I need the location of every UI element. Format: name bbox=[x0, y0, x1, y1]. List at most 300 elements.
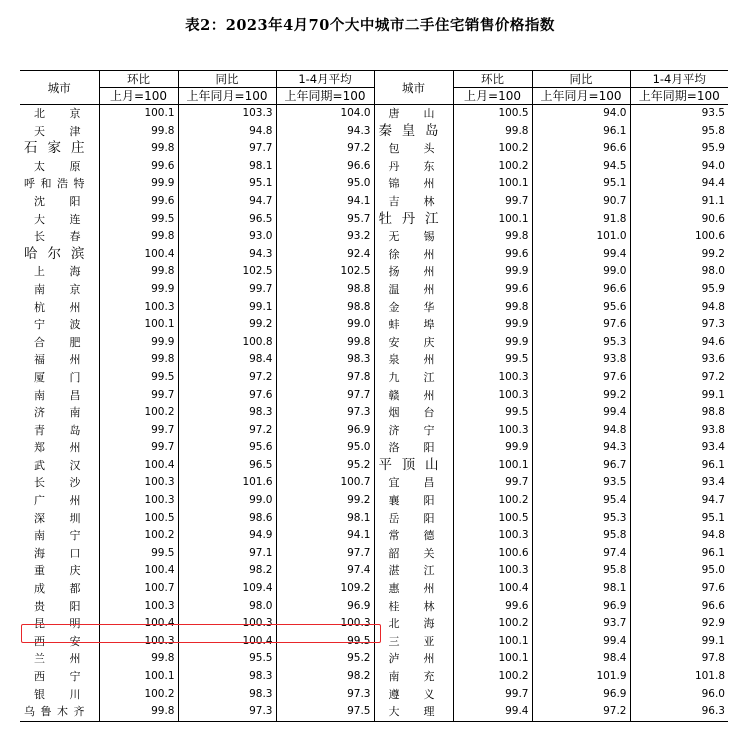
avg-value: 99.1 bbox=[630, 387, 728, 405]
table-row bbox=[20, 351, 728, 369]
city-name: 吉林 bbox=[374, 193, 453, 211]
table-row bbox=[20, 457, 728, 475]
city-name: 乌鲁木齐 bbox=[24, 705, 85, 719]
yoy-value: 95.8 bbox=[532, 562, 630, 580]
yoy-value: 101.6 bbox=[178, 474, 276, 492]
city-name: 唐山 bbox=[374, 105, 453, 123]
yoy-value: 95.1 bbox=[532, 175, 630, 193]
avg-value: 93.4 bbox=[630, 439, 728, 457]
city-name: 重庆 bbox=[34, 564, 81, 578]
table-row bbox=[20, 158, 728, 176]
table-row bbox=[20, 474, 728, 492]
mom-value: 99.7 bbox=[453, 686, 532, 704]
yoy-value: 97.4 bbox=[532, 545, 630, 563]
yoy-value: 95.1 bbox=[178, 175, 276, 193]
yoy-value: 97.6 bbox=[178, 387, 276, 405]
mom-value: 100.4 bbox=[99, 615, 178, 633]
mom-value: 99.7 bbox=[453, 193, 532, 211]
avg-value: 94.8 bbox=[630, 527, 728, 545]
mom-value: 99.5 bbox=[453, 404, 532, 422]
mom-value: 100.6 bbox=[453, 545, 532, 563]
avg-value: 97.5 bbox=[276, 703, 374, 721]
city-name: 金华 bbox=[374, 299, 453, 317]
yoy-value: 97.2 bbox=[178, 369, 276, 387]
mom-value: 99.6 bbox=[99, 158, 178, 176]
yoy-value: 94.9 bbox=[178, 527, 276, 545]
city-name: 哈尔滨 bbox=[24, 245, 85, 262]
mom-header-right: 环比 bbox=[453, 71, 532, 88]
city-name: 三亚 bbox=[374, 633, 453, 651]
yoy-value: 97.2 bbox=[532, 703, 630, 721]
city-name: 天津 bbox=[34, 124, 81, 138]
table-row bbox=[20, 404, 728, 422]
city-name: 北京 bbox=[34, 107, 81, 120]
yoy-value: 95.5 bbox=[178, 650, 276, 668]
city-name: 徐州 bbox=[374, 246, 453, 264]
yoy-value: 94.0 bbox=[532, 105, 630, 123]
city-name: 福州 bbox=[34, 353, 81, 367]
city-name: 海口 bbox=[34, 546, 81, 560]
yoy-value: 96.6 bbox=[532, 281, 630, 299]
city-name: 扬州 bbox=[374, 263, 453, 281]
avg-value: 92.9 bbox=[630, 615, 728, 633]
mom-value: 100.3 bbox=[99, 633, 178, 651]
mom-value: 99.8 bbox=[99, 351, 178, 369]
avg-value: 95.8 bbox=[630, 123, 728, 141]
mom-value: 100.4 bbox=[99, 246, 178, 264]
yoy-value: 101.0 bbox=[532, 228, 630, 246]
mom-value: 99.9 bbox=[99, 175, 178, 193]
avg-value: 93.6 bbox=[630, 351, 728, 369]
yoy-value: 97.7 bbox=[178, 140, 276, 158]
city-name: 南昌 bbox=[34, 388, 81, 402]
avg-value: 99.2 bbox=[276, 492, 374, 510]
table-row bbox=[20, 439, 728, 457]
table-row bbox=[20, 140, 728, 158]
mom-value: 100.3 bbox=[99, 492, 178, 510]
mom-value: 99.9 bbox=[99, 281, 178, 299]
mom-value: 99.5 bbox=[99, 369, 178, 387]
avg-value: 98.2 bbox=[276, 668, 374, 686]
city-name: 泸州 bbox=[374, 650, 453, 668]
yoy-value: 98.3 bbox=[178, 668, 276, 686]
mom-value: 100.1 bbox=[99, 105, 178, 123]
table-row bbox=[20, 510, 728, 528]
mom-value: 100.1 bbox=[453, 650, 532, 668]
city-name: 韶关 bbox=[374, 545, 453, 563]
yoy-value: 99.1 bbox=[178, 299, 276, 317]
yoy-value: 95.6 bbox=[532, 299, 630, 317]
table-row bbox=[20, 175, 728, 193]
city-name: 丹东 bbox=[374, 158, 453, 176]
avg-value: 97.8 bbox=[630, 650, 728, 668]
avg-value: 95.2 bbox=[276, 457, 374, 475]
yoy-value: 96.7 bbox=[532, 457, 630, 475]
city-name: 南充 bbox=[374, 668, 453, 686]
avg-value: 99.0 bbox=[276, 316, 374, 334]
city-name: 郑州 bbox=[34, 441, 81, 455]
table-row bbox=[20, 228, 728, 246]
avg-value: 95.2 bbox=[276, 650, 374, 668]
avg-base-left: 上年同期=100 bbox=[276, 88, 374, 105]
city-name: 秦皇岛 bbox=[374, 123, 453, 141]
yoy-value: 101.9 bbox=[532, 668, 630, 686]
mom-value: 100.3 bbox=[453, 527, 532, 545]
yoy-value: 95.6 bbox=[178, 439, 276, 457]
city-header-left: 城市 bbox=[47, 80, 71, 95]
avg-value: 97.8 bbox=[276, 369, 374, 387]
city-name: 厦门 bbox=[34, 370, 81, 384]
city-name: 包头 bbox=[374, 140, 453, 158]
mom-value: 100.1 bbox=[99, 668, 178, 686]
city-name: 银川 bbox=[34, 687, 81, 701]
table-row bbox=[20, 316, 728, 334]
yoy-value: 97.1 bbox=[178, 545, 276, 563]
city-name: 锦州 bbox=[374, 175, 453, 193]
mom-value: 99.9 bbox=[99, 334, 178, 352]
yoy-value: 98.3 bbox=[178, 404, 276, 422]
mom-value: 99.9 bbox=[453, 439, 532, 457]
table-row bbox=[20, 193, 728, 211]
avg-value: 97.3 bbox=[630, 316, 728, 334]
yoy-value: 98.3 bbox=[178, 686, 276, 704]
avg-value: 95.0 bbox=[630, 562, 728, 580]
city-name: 长春 bbox=[34, 230, 81, 244]
avg-value: 97.2 bbox=[630, 369, 728, 387]
avg-value: 97.3 bbox=[276, 404, 374, 422]
mom-value: 100.2 bbox=[99, 686, 178, 704]
yoy-value: 97.6 bbox=[532, 316, 630, 334]
avg-value: 90.6 bbox=[630, 211, 728, 229]
yoy-value: 99.4 bbox=[532, 633, 630, 651]
mom-base-left: 上月=100 bbox=[99, 88, 178, 105]
mom-value: 100.2 bbox=[99, 404, 178, 422]
yoy-value: 95.3 bbox=[532, 334, 630, 352]
avg-value: 96.9 bbox=[276, 422, 374, 440]
city-name: 济南 bbox=[34, 406, 81, 420]
yoy-value: 94.5 bbox=[532, 158, 630, 176]
yoy-value: 100.8 bbox=[178, 334, 276, 352]
table-row bbox=[20, 263, 728, 281]
avg-value: 96.3 bbox=[630, 703, 728, 721]
avg-value: 96.6 bbox=[276, 158, 374, 176]
avg-value: 93.5 bbox=[630, 105, 728, 123]
yoy-value: 96.9 bbox=[532, 598, 630, 616]
city-name: 安庆 bbox=[374, 334, 453, 352]
mom-value: 99.8 bbox=[453, 228, 532, 246]
mom-value: 100.3 bbox=[453, 422, 532, 440]
mom-value: 100.2 bbox=[453, 158, 532, 176]
table-row bbox=[20, 686, 728, 704]
highlight-box bbox=[21, 624, 381, 643]
yoy-value: 94.7 bbox=[178, 193, 276, 211]
avg-header-right: 1-4月平均 bbox=[630, 71, 728, 88]
mom-value: 100.3 bbox=[99, 299, 178, 317]
table-row bbox=[20, 598, 728, 616]
mom-value: 99.8 bbox=[453, 299, 532, 317]
table-row bbox=[20, 492, 728, 510]
mom-value: 100.1 bbox=[453, 633, 532, 651]
mom-value: 99.8 bbox=[99, 263, 178, 281]
table-row bbox=[20, 668, 728, 686]
yoy-base-right: 上年同月=100 bbox=[532, 88, 630, 105]
city-name: 青岛 bbox=[34, 423, 81, 437]
avg-value: 100.6 bbox=[630, 228, 728, 246]
avg-value: 95.9 bbox=[630, 140, 728, 158]
avg-value: 98.0 bbox=[630, 263, 728, 281]
avg-value: 99.8 bbox=[276, 334, 374, 352]
city-name: 太原 bbox=[34, 159, 81, 173]
yoy-value: 102.5 bbox=[178, 263, 276, 281]
city-name: 呼和浩特 bbox=[24, 177, 85, 191]
city-name: 九江 bbox=[374, 369, 453, 387]
city-header-right: 城市 bbox=[374, 71, 453, 105]
mom-value: 100.3 bbox=[453, 369, 532, 387]
avg-value: 94.4 bbox=[630, 175, 728, 193]
avg-header-left: 1-4月平均 bbox=[276, 71, 374, 88]
avg-value: 97.4 bbox=[276, 562, 374, 580]
yoy-value: 95.8 bbox=[532, 527, 630, 545]
mom-value: 99.6 bbox=[99, 193, 178, 211]
avg-value: 93.2 bbox=[276, 228, 374, 246]
yoy-value: 94.3 bbox=[532, 439, 630, 457]
yoy-value: 99.0 bbox=[532, 263, 630, 281]
avg-value: 95.0 bbox=[276, 175, 374, 193]
yoy-value: 94.8 bbox=[178, 123, 276, 141]
city-name: 蚌埠 bbox=[374, 316, 453, 334]
table-row bbox=[20, 105, 728, 123]
yoy-value: 98.2 bbox=[178, 562, 276, 580]
mom-value: 99.5 bbox=[453, 351, 532, 369]
city-name: 惠州 bbox=[374, 580, 453, 598]
avg-value: 95.0 bbox=[276, 439, 374, 457]
mom-value: 99.8 bbox=[453, 123, 532, 141]
city-name: 西安 bbox=[34, 634, 81, 648]
yoy-value: 99.4 bbox=[532, 246, 630, 264]
yoy-value: 93.7 bbox=[532, 615, 630, 633]
city-name: 广州 bbox=[34, 494, 81, 508]
avg-value: 94.8 bbox=[630, 299, 728, 317]
mom-value: 99.9 bbox=[453, 316, 532, 334]
avg-value: 104.0 bbox=[276, 105, 374, 123]
avg-value: 96.6 bbox=[630, 598, 728, 616]
avg-value: 102.5 bbox=[276, 263, 374, 281]
table-row bbox=[20, 527, 728, 545]
yoy-base-left: 上年同月=100 bbox=[178, 88, 276, 105]
city-name: 济宁 bbox=[374, 422, 453, 440]
yoy-value: 99.2 bbox=[178, 316, 276, 334]
avg-value: 93.8 bbox=[630, 422, 728, 440]
city-name: 贵阳 bbox=[34, 599, 81, 613]
avg-value: 91.1 bbox=[630, 193, 728, 211]
avg-value: 95.7 bbox=[276, 211, 374, 229]
avg-value: 99.5 bbox=[276, 633, 374, 651]
mom-value: 99.5 bbox=[99, 211, 178, 229]
mom-value: 100.5 bbox=[453, 510, 532, 528]
city-name: 石家庄 bbox=[24, 140, 85, 157]
mom-value: 99.7 bbox=[453, 474, 532, 492]
city-name: 遵义 bbox=[374, 686, 453, 704]
mom-value: 100.2 bbox=[453, 615, 532, 633]
mom-value: 100.2 bbox=[453, 492, 532, 510]
city-name: 烟台 bbox=[374, 404, 453, 422]
yoy-value: 93.5 bbox=[532, 474, 630, 492]
mom-value: 100.3 bbox=[453, 387, 532, 405]
mom-base-right: 上月=100 bbox=[453, 88, 532, 105]
mom-value: 99.4 bbox=[453, 703, 532, 721]
city-name: 宜昌 bbox=[374, 474, 453, 492]
city-name: 襄阳 bbox=[374, 492, 453, 510]
table-row bbox=[20, 369, 728, 387]
avg-value: 98.8 bbox=[276, 281, 374, 299]
table-row bbox=[20, 123, 728, 141]
avg-value: 96.1 bbox=[630, 457, 728, 475]
table-row bbox=[20, 211, 728, 229]
mom-value: 100.2 bbox=[453, 140, 532, 158]
avg-value: 97.7 bbox=[276, 545, 374, 563]
city-name: 兰州 bbox=[34, 652, 81, 666]
avg-value: 97.7 bbox=[276, 387, 374, 405]
avg-value: 100.7 bbox=[276, 474, 374, 492]
mom-value: 100.2 bbox=[453, 668, 532, 686]
city-name: 洛阳 bbox=[374, 439, 453, 457]
mom-value: 100.2 bbox=[99, 527, 178, 545]
avg-value: 94.1 bbox=[276, 527, 374, 545]
mom-value: 99.5 bbox=[99, 545, 178, 563]
mom-value: 99.9 bbox=[453, 263, 532, 281]
yoy-value: 90.7 bbox=[532, 193, 630, 211]
city-name: 南京 bbox=[34, 282, 81, 296]
city-name: 北海 bbox=[374, 615, 453, 633]
city-name: 武汉 bbox=[34, 458, 81, 472]
avg-value: 101.8 bbox=[630, 668, 728, 686]
mom-header-left: 环比 bbox=[99, 71, 178, 88]
avg-value: 94.1 bbox=[276, 193, 374, 211]
mom-value: 100.1 bbox=[453, 211, 532, 229]
mom-value: 99.8 bbox=[99, 140, 178, 158]
city-name: 宁波 bbox=[34, 318, 81, 332]
mom-value: 100.4 bbox=[453, 580, 532, 598]
mom-value: 99.7 bbox=[99, 387, 178, 405]
avg-value: 97.2 bbox=[276, 140, 374, 158]
city-name: 昆明 bbox=[34, 617, 81, 631]
yoy-value: 98.1 bbox=[532, 580, 630, 598]
yoy-header-left: 同比 bbox=[178, 71, 276, 88]
mom-value: 99.8 bbox=[99, 123, 178, 141]
avg-value: 99.1 bbox=[630, 633, 728, 651]
mom-value: 100.4 bbox=[99, 562, 178, 580]
yoy-value: 94.8 bbox=[532, 422, 630, 440]
table-row bbox=[20, 299, 728, 317]
yoy-header-right: 同比 bbox=[532, 71, 630, 88]
city-name: 深圳 bbox=[34, 511, 81, 525]
city-name: 赣州 bbox=[374, 387, 453, 405]
yoy-value: 109.4 bbox=[178, 580, 276, 598]
mom-value: 100.1 bbox=[453, 175, 532, 193]
table-row bbox=[20, 422, 728, 440]
mom-value: 100.3 bbox=[99, 598, 178, 616]
mom-value: 100.3 bbox=[453, 562, 532, 580]
city-name: 温州 bbox=[374, 281, 453, 299]
avg-value: 96.9 bbox=[276, 598, 374, 616]
avg-value: 94.0 bbox=[630, 158, 728, 176]
avg-value: 94.7 bbox=[630, 492, 728, 510]
city-name: 杭州 bbox=[34, 300, 81, 314]
mom-value: 99.7 bbox=[99, 439, 178, 457]
avg-value: 93.4 bbox=[630, 474, 728, 492]
yoy-value: 94.3 bbox=[178, 246, 276, 264]
avg-value: 96.1 bbox=[630, 545, 728, 563]
yoy-value: 96.1 bbox=[532, 123, 630, 141]
city-name: 成都 bbox=[34, 582, 81, 596]
mom-value: 99.6 bbox=[453, 281, 532, 299]
yoy-value: 98.1 bbox=[178, 158, 276, 176]
city-name: 牡丹江 bbox=[374, 211, 453, 229]
avg-value: 98.8 bbox=[276, 299, 374, 317]
city-name: 泉州 bbox=[374, 351, 453, 369]
table-row bbox=[20, 281, 728, 299]
mom-value: 99.6 bbox=[453, 598, 532, 616]
table-title: 表2：2023年4月70个大中城市二手住宅销售价格指数 bbox=[185, 17, 555, 34]
avg-value: 95.1 bbox=[630, 510, 728, 528]
mom-value: 99.6 bbox=[453, 246, 532, 264]
table-row bbox=[20, 246, 728, 264]
table-row bbox=[20, 545, 728, 563]
yoy-value: 91.8 bbox=[532, 211, 630, 229]
mom-value: 99.8 bbox=[99, 703, 178, 721]
avg-value: 97.3 bbox=[276, 686, 374, 704]
table-row bbox=[20, 334, 728, 352]
city-name: 大连 bbox=[34, 212, 81, 226]
avg-base-right: 上年同期=100 bbox=[630, 88, 728, 105]
yoy-value: 98.4 bbox=[532, 650, 630, 668]
yoy-value: 93.0 bbox=[178, 228, 276, 246]
yoy-value: 95.3 bbox=[532, 510, 630, 528]
city-name: 岳阳 bbox=[374, 510, 453, 528]
yoy-value: 93.8 bbox=[532, 351, 630, 369]
city-name: 无锡 bbox=[374, 228, 453, 246]
mom-value: 100.5 bbox=[453, 105, 532, 123]
city-name: 湛江 bbox=[374, 562, 453, 580]
avg-value: 92.4 bbox=[276, 246, 374, 264]
city-name: 平顶山 bbox=[374, 457, 453, 475]
yoy-value: 99.0 bbox=[178, 492, 276, 510]
yoy-value: 98.6 bbox=[178, 510, 276, 528]
city-name: 大理 bbox=[374, 703, 453, 721]
yoy-value: 96.5 bbox=[178, 457, 276, 475]
yoy-value: 96.6 bbox=[532, 140, 630, 158]
city-name: 西宁 bbox=[34, 670, 81, 683]
yoy-value: 97.6 bbox=[532, 369, 630, 387]
mom-value: 99.8 bbox=[99, 228, 178, 246]
yoy-value: 97.2 bbox=[178, 422, 276, 440]
yoy-value: 103.3 bbox=[178, 105, 276, 123]
table-row bbox=[20, 562, 728, 580]
city-name: 南宁 bbox=[34, 529, 81, 543]
mom-value: 99.9 bbox=[453, 334, 532, 352]
table-row bbox=[20, 650, 728, 668]
yoy-value: 95.4 bbox=[532, 492, 630, 510]
city-name: 桂林 bbox=[374, 598, 453, 616]
avg-value: 100.3 bbox=[276, 615, 374, 633]
mom-value: 100.3 bbox=[99, 474, 178, 492]
mom-value: 100.1 bbox=[99, 316, 178, 334]
city-name: 沈阳 bbox=[34, 194, 81, 208]
yoy-value: 98.4 bbox=[178, 351, 276, 369]
mom-value: 99.8 bbox=[99, 650, 178, 668]
avg-value: 98.1 bbox=[276, 510, 374, 528]
city-name: 上海 bbox=[34, 265, 81, 279]
